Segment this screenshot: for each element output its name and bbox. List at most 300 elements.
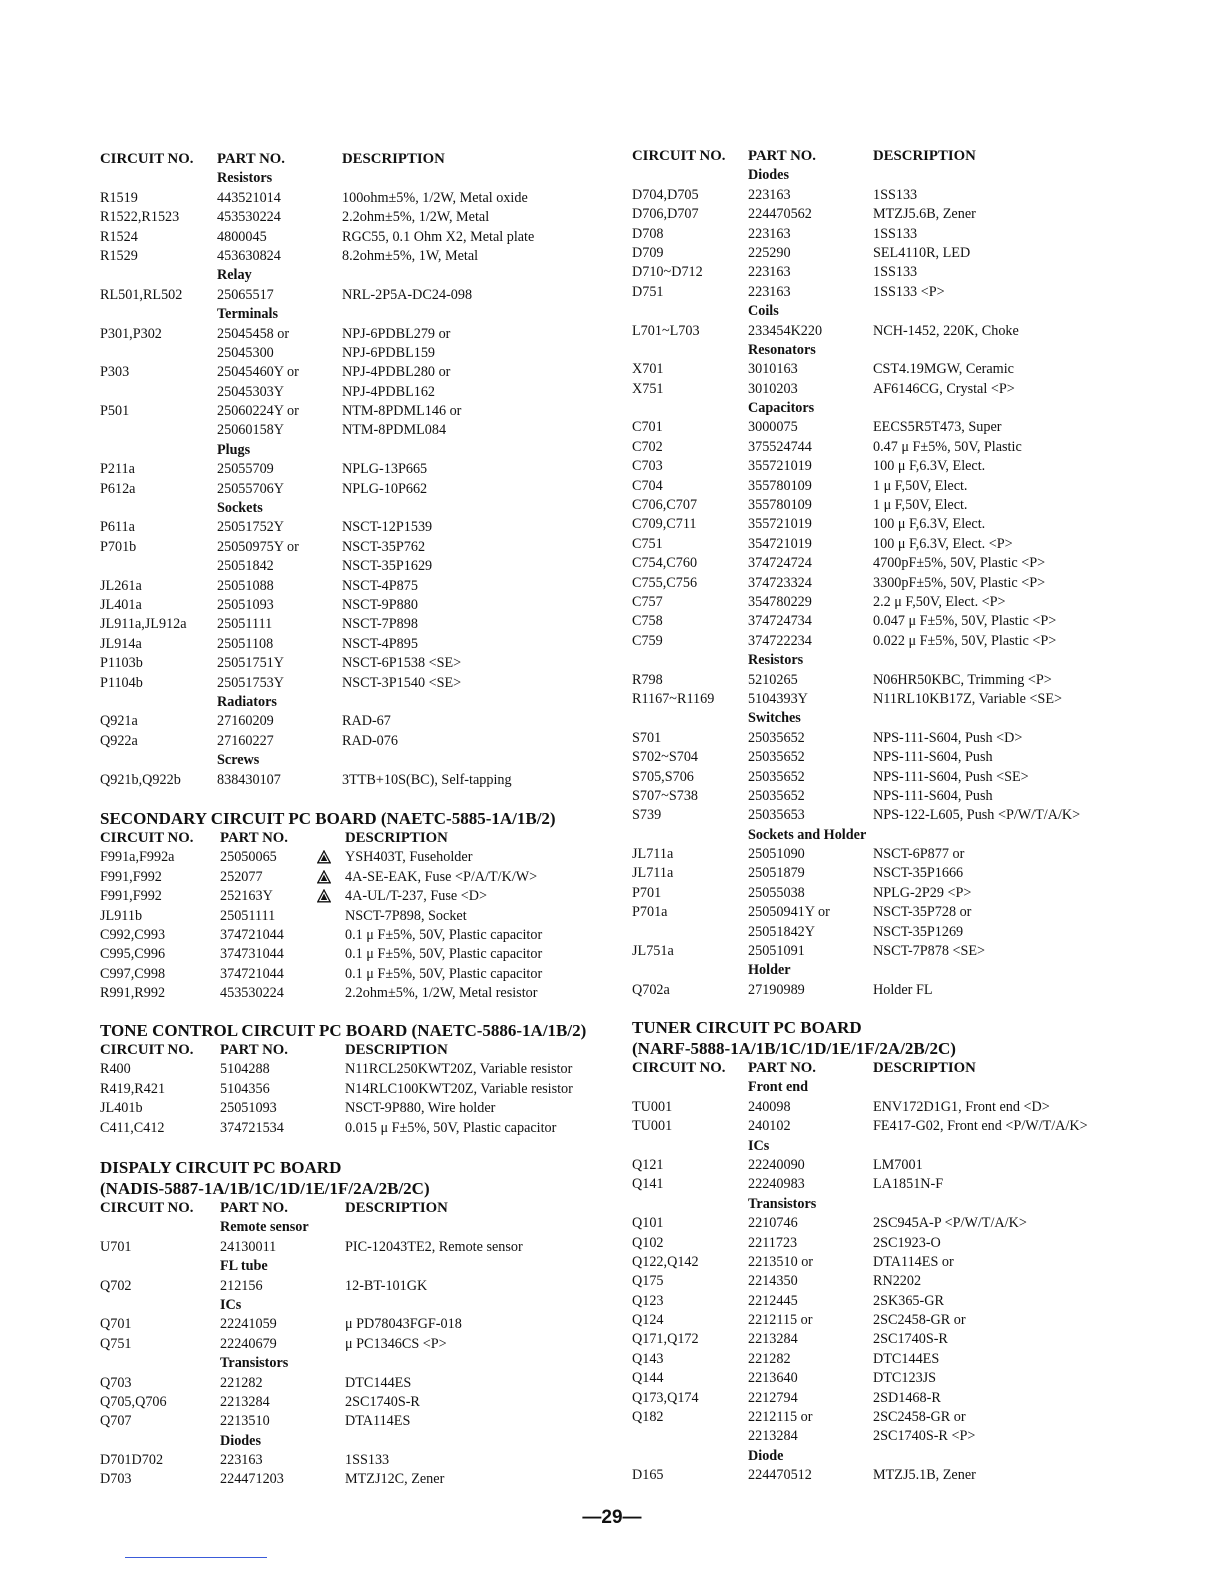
part-no: 223163 [748,186,791,203]
description: 2SC1923-O [873,1234,941,1251]
category-name: Relay [217,267,252,284]
circuit-no: R1522,R1523 [100,209,180,226]
category-name: Holder [748,962,791,979]
circuit-no: Q922a [100,732,138,749]
description: NSCT-9P880 [342,596,418,613]
part-no: 25045300 [217,344,274,361]
part-row [100,421,615,440]
circuit-no: P701b [100,538,137,555]
part-no: 221282 [220,1374,263,1391]
description: NSCT-35P1269 [873,923,964,940]
description: DESCRIPTION [873,1060,976,1076]
circuit-no: Q705,Q706 [100,1393,167,1410]
part-no: 374722234 [748,632,812,649]
description: RGC55, 0.1 Ohm X2, Metal plate [342,228,535,245]
circuit-no: P611a [100,519,135,536]
part-row [100,732,615,751]
description: 1SS133 [345,1452,390,1469]
description: 4700pF±5%, 50V, Plastic <P> [873,555,1046,572]
category-label [632,651,1202,670]
part-row [100,1393,615,1412]
circuit-no: D710~D712 [632,264,703,281]
part-row [100,907,615,926]
description: NRL-2P5A-DC24-098 [342,286,473,303]
circuit-no: Q921b,Q922b [100,771,181,788]
description: 2SC1740S-R [345,1393,420,1410]
part-no: 2213510 [220,1413,270,1430]
part-no: 2212794 [748,1389,798,1406]
category-label [632,1447,1202,1466]
description: N11RCL250KWT20Z, Variable resistor [345,1061,573,1078]
part-no: 25035652 [748,768,805,785]
part-row [632,729,1202,748]
circuit-no: R798 [632,671,663,688]
part-no: 2212445 [748,1292,798,1309]
part-no: 25055709 [217,461,274,478]
part-no: PART NO. [220,1042,288,1058]
part-row [100,965,615,984]
part-no: 25051088 [217,577,274,594]
part-no: 3000075 [748,419,798,436]
circuit-no: C995,C996 [100,946,166,963]
description: 1SS133 [873,264,918,281]
description: 4A-SE-EAK, Fuse <P/A/T/K/W> [345,868,538,885]
circuit-no: JL911b [100,907,143,924]
part-no: PART NO. [748,148,816,164]
circuit-no: Q702 [100,1277,132,1294]
part-row [632,1389,1202,1408]
circuit-no: P612a [100,480,136,497]
part-no: 25035652 [748,729,805,746]
description: NSCT-7P898 [342,616,418,633]
description: NSCT-3P1540 <SE> [342,674,462,691]
part-row [632,1156,1202,1175]
part-no: 22240983 [748,1176,805,1193]
part-row [100,635,615,654]
description: NPS-122-L605, Push <P/W/T/A/K> [873,807,1081,824]
part-no: 22240090 [748,1156,805,1173]
description: DTA114ES [345,1413,411,1430]
description: 8.2ohm±5%, 1W, Metal [342,247,479,264]
description: NSCT-35P1666 [873,865,964,882]
circuit-no: Q144 [632,1370,664,1387]
circuit-no: Q101 [632,1215,664,1232]
description: 0.1 μ F±5%, 50V, Plastic capacitor [345,965,543,982]
category-name: Front end [748,1079,809,1096]
category-label [632,1078,1202,1097]
category-label [632,961,1202,980]
description: NPS-111-S604, Push [873,787,993,804]
description: 1 μ F,50V, Elect. [873,477,968,494]
description: NPLG-2P29 <P> [873,884,972,901]
part-row [100,1080,615,1099]
part-no: 355721019 [748,458,812,475]
description: NSCT-6P877 or [873,846,965,863]
part-row [100,228,615,247]
part-row [100,984,615,1003]
part-row [632,1098,1202,1117]
description: N14RLC100KWT20Z, Variable resistor [345,1080,573,1097]
description: 1SS133 [873,186,918,203]
circuit-no: D701D702 [100,1452,164,1469]
footer-rule [125,1557,267,1558]
part-no: 5104356 [220,1080,270,1097]
part-no: 252077 [220,868,263,885]
part-no: 2210746 [748,1215,798,1232]
section-title: DISPALY CIRCUIT PC BOARD [100,1158,342,1177]
category-label [100,1354,615,1373]
description: 1SS133 [873,225,918,242]
circuit-no: P1104b [100,674,143,691]
description: RN2202 [873,1273,922,1290]
part-row [100,538,615,557]
page-number: —29— [582,1507,642,1528]
category-name: Resistors [217,170,273,187]
circuit-no: JL711a [632,865,674,882]
part-no: 225290 [748,244,791,261]
part-no: 453630824 [217,247,281,264]
category-name: Terminals [217,306,278,323]
part-row [100,325,615,344]
circuit-no: Q121 [632,1156,664,1173]
description: NSCT-12P1539 [342,519,433,536]
description: NSCT-4P895 [342,635,418,652]
description: EECS5R5T473, Super [873,419,1002,436]
part-row [632,903,1202,922]
part-no: 22241059 [220,1316,277,1333]
warning-triangle-icon [317,870,331,884]
part-no: 224470562 [748,206,812,223]
description: 0.047 μ F±5%, 50V, Plastic <P> [873,613,1057,630]
circuit-no: P701 [632,884,662,901]
part-no: 223163 [748,283,791,300]
part-no: 25055038 [748,884,805,901]
part-no: 374724724 [748,555,812,572]
description: 3TTB+10S(BC), Self-tapping [342,771,512,788]
description: NCH-1452, 220K, Choke [873,322,1019,339]
description: PIC-12043TE2, Remote sensor [345,1238,523,1255]
category-name: Capacitors [748,400,815,417]
circuit-no: C992,C993 [100,926,166,943]
part-row [632,632,1202,651]
description: N06HR50KBC, Trimming <P> [873,671,1052,688]
circuit-no: TU001 [632,1118,673,1135]
parts-section [632,147,1202,1000]
description: RAD-67 [342,713,391,730]
part-no: 223163 [748,264,791,281]
part-row [100,1277,615,1296]
part-no: 25051093 [220,1100,277,1117]
circuit-no: R1524 [100,228,138,245]
part-row [632,515,1202,534]
part-no: 2213284 [748,1331,798,1348]
part-row [632,457,1202,476]
circuit-no: CIRCUIT NO. [632,148,726,164]
part-no: 25045458 or [217,325,290,342]
part-no: PART NO. [220,1200,288,1216]
circuit-no: C702 [632,438,663,455]
circuit-no: Q707 [100,1413,132,1430]
part-row [100,848,615,867]
description: LM7001 [873,1156,923,1173]
description: DTC144ES [873,1350,940,1367]
circuit-no: JL911a,JL912a [100,616,187,633]
description: 0.015 μ F±5%, 50V, Plastic capacitor [345,1119,557,1136]
part-no: 25045303Y [217,383,284,400]
category-label [100,266,615,285]
description: 3300pF±5%, 50V, Plastic <P> [873,574,1046,591]
part-row [100,247,615,266]
category-name: Switches [748,710,801,727]
description: NPLG-10P662 [342,480,428,497]
part-no: 2213284 [748,1428,798,1445]
category-name: Remote sensor [220,1219,309,1236]
part-row [632,864,1202,883]
part-row [632,593,1202,612]
part-row [632,884,1202,903]
parts-section [632,1017,1202,1486]
description: MTZJ5.6B, Zener [873,206,976,223]
circuit-no: R1519 [100,189,138,206]
category-name: Transistors [748,1195,817,1212]
part-no: 25051090 [748,846,805,863]
part-row [632,244,1202,263]
part-no: 374721044 [220,926,284,943]
part-no: 2211723 [748,1234,798,1251]
part-row [100,674,615,693]
part-no: 240102 [748,1118,791,1135]
description: DESCRIPTION [345,1042,448,1058]
description: NSCT-35P728 or [873,904,972,921]
circuit-no: Q123 [632,1292,664,1309]
part-no: 5210265 [748,671,798,688]
circuit-no: R400 [100,1061,131,1078]
part-row [100,344,615,363]
part-no: 25050941Y or [748,904,830,921]
part-no: 355780109 [748,497,812,514]
part-row [632,225,1202,244]
circuit-no: P211a [100,461,135,478]
circuit-no: Q702a [632,981,670,998]
part-no: 224471203 [220,1471,284,1488]
part-row [632,380,1202,399]
part-row [632,1253,1202,1272]
description: NSCT-35P762 [342,538,426,555]
category-name: ICs [220,1296,242,1313]
part-row [100,771,615,790]
description: MTZJ5.1B, Zener [873,1467,976,1484]
part-row [100,1451,615,1470]
part-no: 25060224Y or [217,403,299,420]
description: 100ohm±5%, 1/2W, Metal oxide [342,189,528,206]
part-row [100,1412,615,1431]
category-label [632,1137,1202,1156]
part-row [100,596,615,615]
circuit-no: F991,F992 [100,868,162,885]
category-label [632,302,1202,321]
circuit-no: P501 [100,403,130,420]
description: MTZJ12C, Zener [345,1471,445,1488]
circuit-no: C997,C998 [100,965,166,982]
part-row [632,438,1202,457]
circuit-no: Q703 [100,1374,132,1391]
circuit-no: S702~S704 [632,749,699,766]
description: DTC144ES [345,1374,412,1391]
part-row [100,1470,615,1489]
part-row [100,460,615,479]
circuit-no: C704 [632,477,663,494]
description: 2.2ohm±5%, 1/2W, Metal resistor [345,985,538,1002]
part-no: 4800045 [217,228,267,245]
section-title: TUNER CIRCUIT PC BOARD [632,1018,862,1037]
circuit-no: Q701 [100,1316,132,1333]
circuit-no: JL401b [100,1100,143,1117]
part-row [632,1330,1202,1349]
part-row [100,868,615,887]
description: 2SC1740S-R <P> [873,1428,976,1445]
circuit-no: D709 [632,244,664,261]
section-title: (NADIS-5887-1A/1B/1C/1D/1E/1F/2A/2B/2C) [100,1179,430,1198]
description: 2.2 μ F,50V, Elect. <P> [873,593,1006,610]
category-label [100,751,615,770]
part-row [632,923,1202,942]
description: DTA114ES or [873,1253,954,1270]
circuit-no: Q122,Q142 [632,1253,699,1270]
part-no: 25055706Y [217,480,284,497]
part-row [100,887,615,906]
circuit-no: C703 [632,458,663,475]
part-no: 233454K220 [748,322,823,339]
part-row [100,926,615,945]
circuit-no: CIRCUIT NO. [632,1060,726,1076]
circuit-no: Q124 [632,1312,664,1329]
circuit-no: JL261a [100,577,142,594]
warning-triangle-icon [317,889,331,903]
circuit-no: CIRCUIT NO. [100,1200,194,1216]
circuit-no: C755,C756 [632,574,698,591]
circuit-no: JL711a [632,846,674,863]
part-no: 25051111 [220,907,276,924]
part-row [632,496,1202,515]
part-no: 25035653 [748,807,805,824]
category-name: Resistors [748,652,804,669]
part-no: 27190989 [748,981,805,998]
circuit-no: C754,C760 [632,555,698,572]
category-name: Sockets [217,500,263,517]
part-no: 25051108 [217,635,274,652]
description: NSCT-35P1629 [342,558,433,575]
part-row [632,1408,1202,1427]
part-row [632,418,1202,437]
part-no: 374721044 [220,965,284,982]
category-name: Resonators [748,341,816,358]
circuit-no: C701 [632,419,663,436]
description: μ PC1346CS <P> [345,1335,447,1352]
part-row [100,189,615,208]
description: N11RL10KB17Z, Variable <SE> [873,690,1062,707]
circuit-no: S701 [632,729,662,746]
part-no: 25051751Y [217,655,284,672]
circuit-no: Q173,Q174 [632,1389,699,1406]
circuit-no: Q751 [100,1335,132,1352]
circuit-no: F991a,F992a [100,849,175,866]
category-name: ICs [748,1137,770,1154]
part-row [632,806,1202,825]
part-row [632,477,1202,496]
part-no: 355780109 [748,477,812,494]
part-row [632,748,1202,767]
part-no: 375524744 [748,438,812,455]
part-no: 25051879 [748,865,805,882]
description: DESCRIPTION [873,148,976,164]
column-headers [100,829,615,848]
parts-section [100,150,615,790]
description: NPJ-4PDBL162 [342,383,436,400]
part-no: 223163 [748,225,791,242]
part-no: 221282 [748,1350,791,1367]
category-name: Plugs [217,441,251,458]
circuit-no: Q141 [632,1176,664,1193]
description: DTC123JS [873,1370,937,1387]
part-row [100,577,615,596]
description: 12-BT-101GK [345,1277,428,1294]
part-no: 25051752Y [217,519,284,536]
part-no: 374723324 [748,574,812,591]
column-headers [632,147,1202,166]
category-label [632,709,1202,728]
part-row [632,1175,1202,1194]
description: NPS-111-S604, Push [873,749,993,766]
circuit-no: S707~S738 [632,787,699,804]
part-no: 5104393Y [748,690,808,707]
description: 2SD1468-R [873,1389,941,1406]
part-no: 240098 [748,1098,791,1115]
part-no: 354780229 [748,593,812,610]
description: SEL4110R, LED [873,244,971,261]
part-no: 2213284 [220,1393,270,1410]
part-no: 224470512 [748,1467,812,1484]
category-label [632,399,1202,418]
description: NSCT-6P1538 <SE> [342,655,462,672]
part-row [100,654,615,673]
part-no: 22240679 [220,1335,277,1352]
part-no: 374724734 [748,613,812,630]
circuit-no: R1167~R1169 [632,690,715,707]
circuit-no: D703 [100,1471,132,1488]
circuit-no: Q182 [632,1409,664,1426]
circuit-no: TU001 [632,1098,673,1115]
circuit-no: C759 [632,632,663,649]
circuit-no: Q171,Q172 [632,1331,699,1348]
circuit-no: D706,D707 [632,206,699,223]
description: DESCRIPTION [345,830,448,846]
description: 100 μ F,6.3V, Elect. [873,516,986,533]
part-row [632,1292,1202,1311]
category-label [100,499,615,518]
section-title: TONE CONTROL CIRCUIT PC BOARD (NAETC-5886-1A/1B/2) [100,1021,587,1040]
part-no: PART NO. [220,830,288,846]
part-no: 5104288 [220,1061,270,1078]
description: NSCT-4P875 [342,577,418,594]
circuit-no: JL751a [632,943,674,960]
column-headers [632,1059,1202,1078]
parts-section [100,1020,615,1138]
description: 1 μ F,50V, Elect. [873,497,968,514]
column-headers [100,1199,615,1218]
part-row [100,557,615,576]
part-row [632,1466,1202,1485]
circuit-no: P701a [632,904,668,921]
